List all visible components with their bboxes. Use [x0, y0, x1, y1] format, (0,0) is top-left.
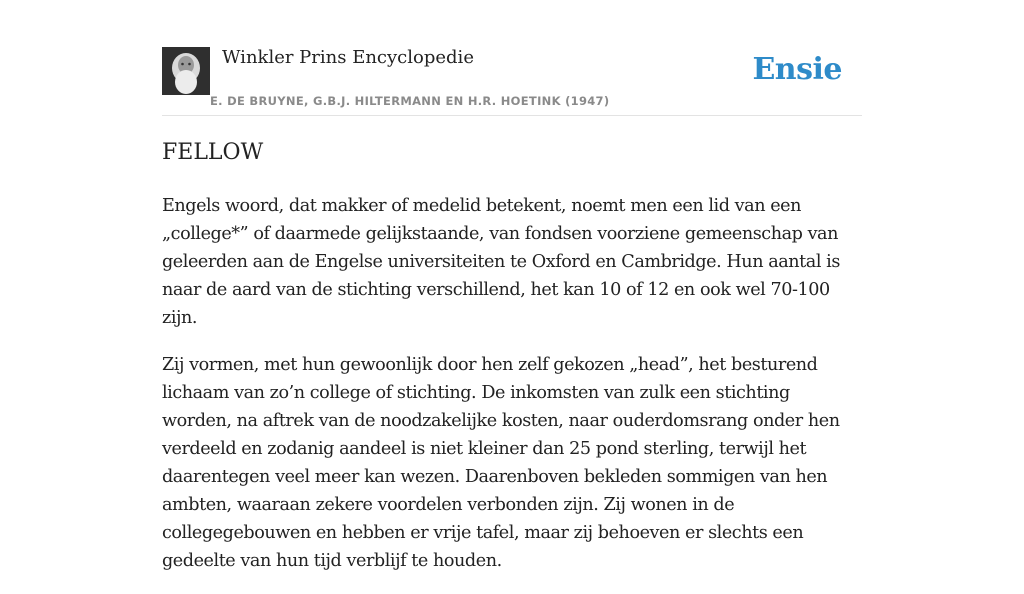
article-title: FELLOW: [162, 140, 264, 165]
article-body: [162, 192, 862, 594]
article-paragraph: Engels woord, dat makker of medelid betekent, noemt men een lid van een „college*” of daarmede gelijkstaande, van fondsen voorziene gemeenschap van geleerden aan de Engelse universiteiten te Oxford en Cambridge. Hun aantal is naar de aard van de stichting verschillend, het kan 10 of 12 en ook wel 70-100 zijn.: [162, 196, 840, 328]
header: [162, 46, 862, 116]
article-paragraph: Zij vormen, met hun gewoonlijk door hen zelf gekozen „head”, het besturend lichaam van zo’n college of stichting. De inkomsten van zulk een stichting worden, na aftrek van de noodzakelijke kosten, naar ouderdomsrang onder hen verdeeld en zodanig aandeel is niet kleiner dan 25 pond sterling, terwijl het daarentegen veel meer kan wezen. Daarenboven bekleden sommigen van hen ambten, waaraan zekere voordelen verbonden zijn. Zij wonen in de collegegebouwen en hebben er vrije tafel, maar zij behoeven er slechts een gedeelte van hun tijd verblijf te houden.: [162, 355, 840, 571]
author-avatar: [162, 47, 210, 95]
authors-line: E. DE BRUYNE, G.B.J. HILTERMANN EN H.R. HOETINK (1947): [210, 94, 610, 108]
ensie-logo[interactable]: Ensie: [752, 52, 842, 87]
encyclopedia-name[interactable]: Winkler Prins Encyclopedie: [222, 47, 474, 68]
author-portrait-icon: [162, 47, 210, 95]
